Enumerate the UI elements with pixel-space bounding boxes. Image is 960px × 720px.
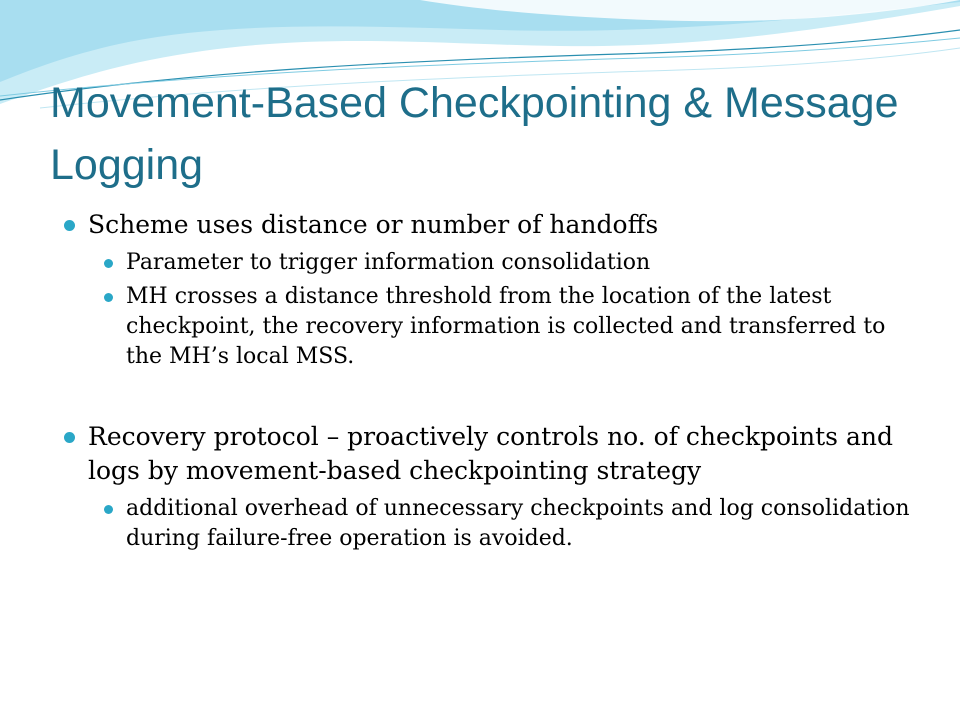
sub-bullet-item: [64, 282, 924, 372]
sub-bullet-text: MH crosses a distance threshold from the location of the latest checkpoint, the recovery information is collected and transferred to the MH’s local MSS.: [126, 284, 886, 369]
sub-bullet-item: [64, 248, 924, 278]
bullet-dot-icon: [104, 293, 113, 302]
bullet-text: Scheme uses distance or number of handoffs: [88, 210, 659, 239]
bullet-item: [64, 208, 924, 242]
bullet-dot-icon: [104, 259, 113, 268]
bullet-dot-icon: [64, 432, 75, 443]
bullet-item: [64, 420, 924, 488]
bullet-dot-icon: [64, 220, 75, 231]
bullet-text: Recovery protocol – proactively controls no. of checkpoints and logs by movement-based checkpointing strategy: [88, 422, 893, 485]
slide-title: Movement-Based Checkpointing & Message Logging: [50, 79, 899, 189]
sub-bullet-text: Parameter to trigger information consolidation: [126, 250, 651, 275]
bullet-dot-icon: [104, 505, 113, 514]
sub-bullet-item: [64, 494, 924, 554]
slide-body: [64, 208, 924, 554]
sub-bullet-text: additional overhead of unnecessary checkpoints and log consolidation during failure-free operation is avoided.: [126, 496, 910, 551]
